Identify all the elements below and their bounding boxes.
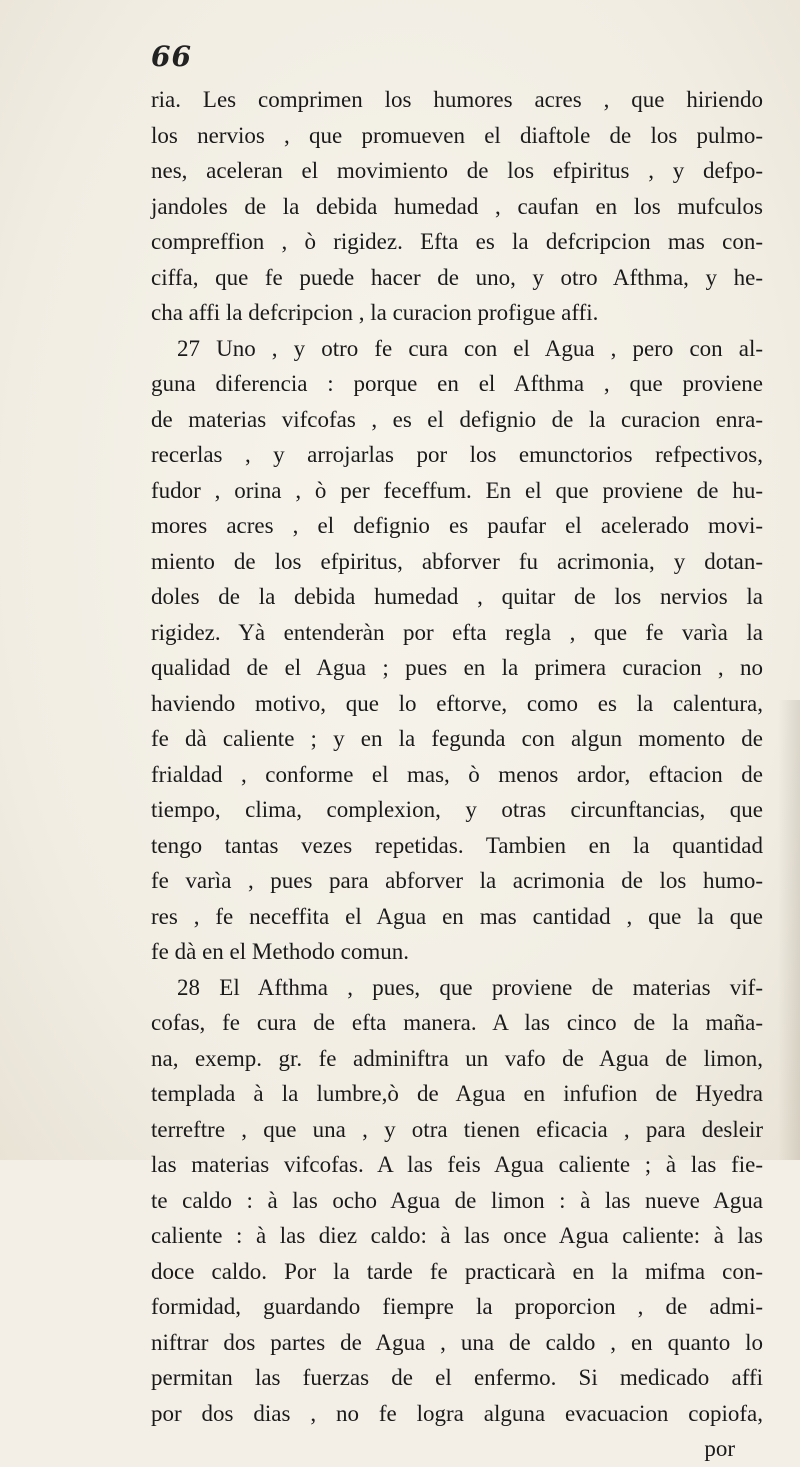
text-line: de materias vifcofas , es el defignio de la curacion enra-: [151, 406, 763, 432]
text-line: cha affi la defcripcion , la curacion profigue affi.: [151, 300, 599, 325]
text-line: frialdad , conforme el mas, ò menos ardor, eftacion de: [151, 761, 763, 787]
text-line: niftrar dos partes de Agua , una de caldo , en quanto lo: [151, 1329, 763, 1355]
paragraph-27-start: 27 Uno , y otro fe cura con el Agua , pero con al-: [177, 335, 763, 361]
text-line: res , fe neceffita el Agua en mas cantidad , que la que: [151, 903, 763, 929]
page-edge-shadow: [778, 700, 800, 1160]
text-line: te caldo : à las ocho Agua de limon : à las nueve Agua: [151, 1187, 763, 1213]
text-line: tengo tantas vezes repetidas. Tambien en la quantidad: [151, 832, 763, 858]
text-line: jandoles de la debida humedad , caufan en los mufculos: [151, 193, 763, 219]
text-line: por dos dias , no fe logra alguna evacuacion copiofa,: [151, 1400, 763, 1426]
text-line: rigidez. Yà entenderàn por efta regla , que fe varìa la: [151, 619, 763, 645]
text-line: doles de la debida humedad , quitar de los nervios la: [151, 584, 763, 609]
text-line: permitan las fuerzas de el enfermo. Si medicado affi: [151, 1365, 763, 1390]
text-line: cofas, fe cura de efta manera. A las cinco de la maña-: [151, 1010, 763, 1035]
text-line: terreftre , que una , y otra tienen eficacia , para desleir: [151, 1116, 763, 1142]
text-line: compreffion , ò rigidez. Efta es la defcripcion mas con-: [151, 229, 763, 254]
text-line: na, exemp. gr. fe adminiftra un vafo de Agua de limon,: [151, 1045, 763, 1071]
text-line: haviendo motivo, que lo eftorve, como es la calentura,: [151, 690, 763, 716]
catchword: por: [704, 1436, 735, 1461]
text-line: mores acres , el defignio es paufar el acelerado movi-: [151, 513, 763, 538]
text-line: qualidad de el Agua ; pues en la primera curacion , no: [151, 655, 763, 680]
text-line: recerlas , y arrojarlas por los emunctorios refpectivos,: [151, 442, 763, 467]
text-line: fe dà en el Methodo comun.: [151, 939, 410, 964]
text-line: tiempo, clima, complexion, y otras circunftancias, que: [151, 797, 763, 822]
text-line: templada à la lumbre,ò de Agua en infufion de Hyedra: [151, 1081, 763, 1106]
text-line: fudor , orina , ò per feceffum. En el que proviene de hu-: [151, 477, 763, 503]
text-line: fe dà caliente ; y en la fegunda con algun momento de: [151, 726, 763, 751]
text-line: doce caldo. Por la tarde fe practicarà en la mifma con-: [151, 1258, 763, 1284]
page-number: 66: [151, 40, 192, 73]
text-line: guna diferencia : porque en el Afthma , que proviene: [151, 371, 763, 396]
text-line: miento de los efpiritus, abforver fu acrimonia, y dotan-: [151, 548, 763, 574]
text-line: las materias vifcofas. A las feis Agua caliente ; à las fie-: [151, 1152, 763, 1177]
page-text: [151, 82, 763, 1467]
text-line: ria. Les comprimen los humores acres , que hiriendo: [151, 87, 763, 112]
text-line: caliente : à las diez caldo: à las once Agua caliente: à las: [151, 1223, 763, 1248]
paragraph-28-start: 28 El Afthma , pues, que proviene de materias vif-: [177, 974, 763, 1000]
text-line: formidad, guardando fiempre la proporcion , de admi-: [151, 1294, 763, 1319]
text-line: fe varìa , pues para abforver la acrimonia de los humo-: [151, 868, 763, 893]
text-line: nes, aceleran el movimiento de los efpiritus , y defpo-: [151, 158, 763, 183]
text-line: los nervios , que promueven el diaftole de los pulmo-: [151, 122, 763, 148]
text-line: ciffa, que fe puede hacer de uno, y otro Afthma, y he-: [151, 264, 763, 290]
